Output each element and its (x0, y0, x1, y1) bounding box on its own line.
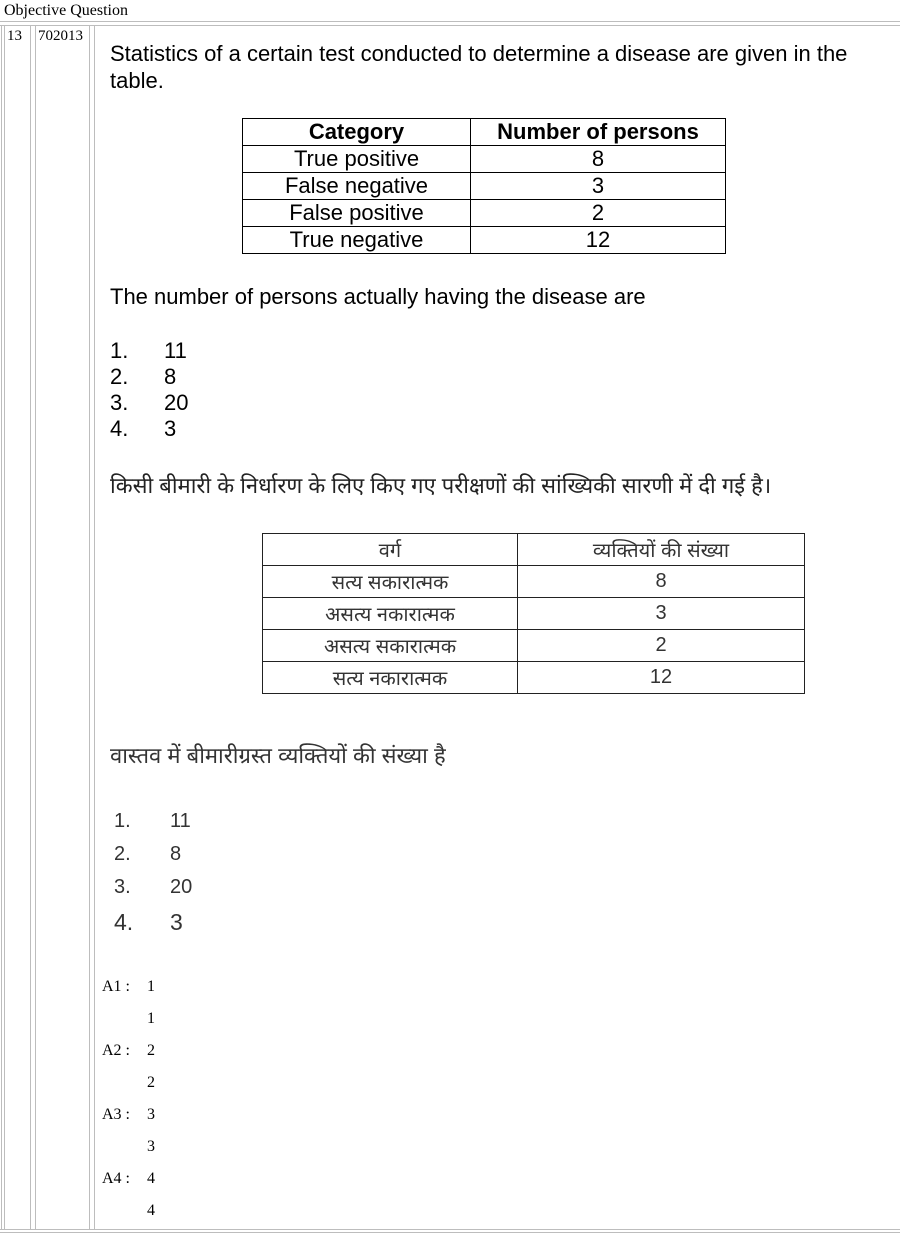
category-cell: False negative (243, 173, 471, 200)
table-row (243, 173, 726, 200)
answer-sub-value: 2 (147, 1074, 155, 1091)
option-number: 2. (114, 843, 131, 865)
answer-label: A2 : (102, 1042, 130, 1059)
column-header: व्यक्तियों की संख्या (518, 534, 805, 566)
count-cell: 3 (518, 598, 805, 630)
col-border (30, 25, 31, 1230)
answer-label: A1 : (102, 978, 130, 995)
count-cell: 2 (471, 200, 726, 227)
col-border (94, 25, 95, 1230)
option-item (110, 338, 188, 364)
table-row (243, 146, 726, 173)
option-item (114, 909, 192, 942)
option-text: 3 (170, 909, 183, 935)
question-id: 702013 (38, 28, 83, 44)
option-number: 1. (110, 338, 129, 363)
question-content (110, 40, 890, 935)
column-header: Number of persons (471, 119, 726, 146)
page-header (0, 0, 900, 20)
answer-value: 4 (147, 1170, 155, 1187)
category-cell: सत्य सकारात्मक (263, 566, 518, 598)
option-number: 3. (110, 390, 129, 415)
table-row (263, 662, 805, 694)
category-cell: सत्य नकारात्मक (263, 662, 518, 694)
answer-label: A3 : (102, 1106, 130, 1123)
count-cell: 12 (471, 227, 726, 254)
answer-sub-value: 1 (147, 1010, 155, 1027)
options-hindi (114, 810, 192, 942)
option-text: 8 (170, 843, 182, 865)
option-text: 3 (164, 416, 177, 441)
answer-item (102, 1042, 302, 1062)
table-bottom-border-outer (0, 1232, 900, 1233)
col-border (4, 25, 5, 1230)
option-number: 4. (110, 416, 129, 441)
answer-value: 3 (147, 1106, 155, 1123)
option-number: 3. (114, 876, 131, 898)
count-cell: 12 (518, 662, 805, 694)
question-ask-hindi: वास्तव में बीमारीग्रस्त व्यक्तियों की संख्या है (110, 743, 446, 768)
option-item (110, 416, 188, 442)
option-text: 8 (164, 364, 177, 389)
table-row (243, 200, 726, 227)
table-row (243, 227, 726, 254)
col-border (35, 25, 36, 1230)
option-number: 1. (114, 810, 131, 832)
count-cell: 2 (518, 630, 805, 662)
answer-sub (102, 1074, 302, 1094)
option-text: 11 (170, 810, 191, 832)
answer-sub-value: 3 (147, 1138, 155, 1155)
question-number: 13 (7, 28, 22, 44)
column-header: Category (243, 119, 471, 146)
table-row (263, 566, 805, 598)
col-border (89, 25, 90, 1230)
answer-sub (102, 1138, 302, 1158)
count-cell: 3 (471, 173, 726, 200)
option-number: 2. (110, 364, 129, 389)
option-text: 20 (164, 390, 189, 415)
answer-item (102, 978, 302, 998)
question-stem-hindi: किसी बीमारी के निर्धारण के लिए किए गए परीक्षणों की सांख्यिकी सारणी में दी गई है। (110, 473, 772, 498)
option-item (114, 810, 192, 843)
category-cell: False positive (243, 200, 471, 227)
answer-item (102, 1106, 302, 1126)
category-cell: असत्य सकारात्मक (263, 630, 518, 662)
option-number: 4. (114, 909, 134, 935)
category-cell: True negative (243, 227, 471, 254)
table-row (263, 598, 805, 630)
option-item (114, 843, 192, 876)
table-row (263, 630, 805, 662)
options-english (110, 338, 188, 442)
answer-sub-value: 4 (147, 1202, 155, 1219)
header-title: Objective Question (4, 2, 128, 19)
answer-item (102, 1170, 302, 1190)
option-text: 20 (170, 876, 193, 898)
table-top-border (0, 21, 900, 22)
answer-value: 1 (147, 978, 155, 995)
statistics-table-english (242, 118, 726, 254)
question-stem-english: Statistics of a certain test conducted to determine a disease are given in the table. (110, 41, 848, 93)
table-header-row (243, 119, 726, 146)
option-item (110, 390, 188, 416)
table-top-border-inner (0, 25, 900, 26)
category-cell: असत्य नकारात्मक (263, 598, 518, 630)
answer-sub (102, 1202, 302, 1222)
question-ask-english: The number of persons actually having the disease are (110, 284, 646, 309)
option-item (110, 364, 188, 390)
answer-sub (102, 1010, 302, 1030)
option-text: 11 (164, 338, 187, 363)
option-item (114, 876, 192, 909)
col-border (1, 25, 2, 1230)
answer-label: A4 : (102, 1170, 130, 1187)
count-cell: 8 (518, 566, 805, 598)
table-header-row (263, 534, 805, 566)
table-bottom-border (0, 1229, 900, 1230)
answer-value: 2 (147, 1042, 155, 1059)
statistics-table-hindi (262, 533, 805, 694)
column-header: वर्ग (263, 534, 518, 566)
category-cell: True positive (243, 146, 471, 173)
count-cell: 8 (471, 146, 726, 173)
